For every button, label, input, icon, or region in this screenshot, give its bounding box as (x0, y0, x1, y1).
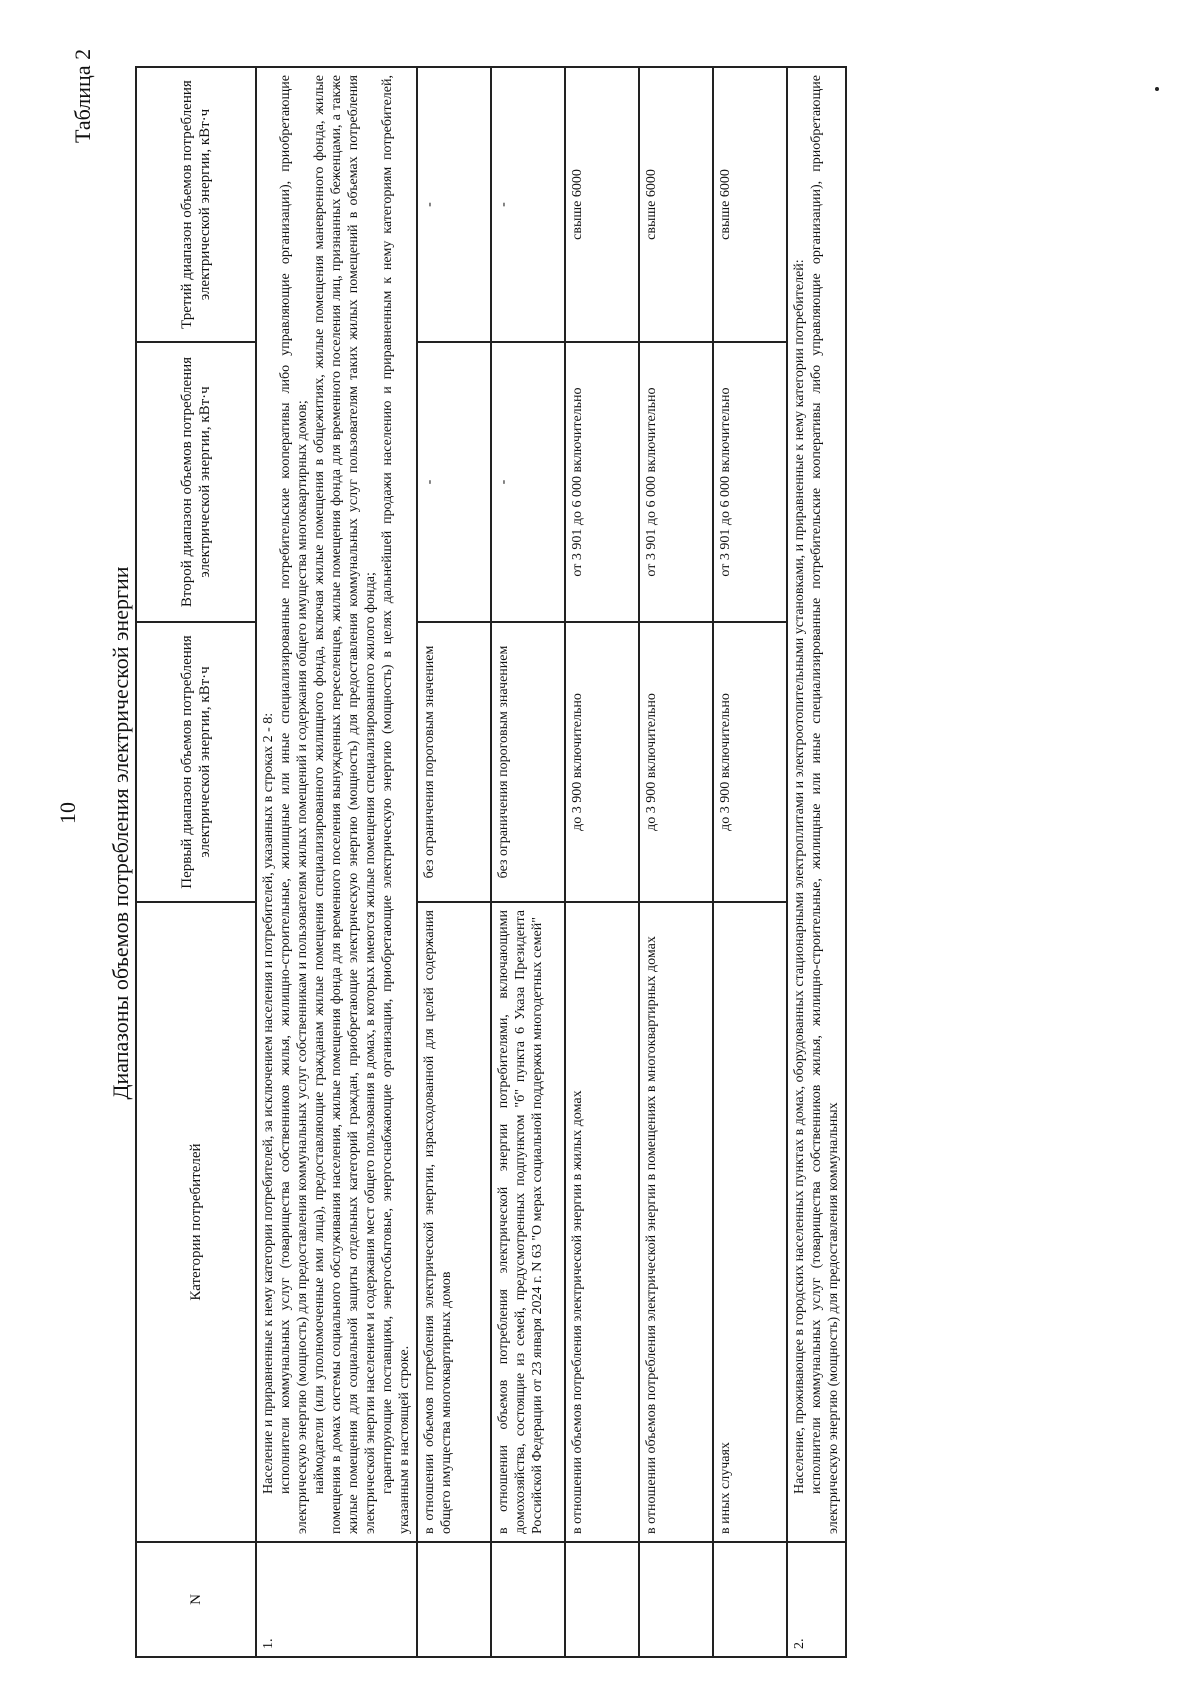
category-cell: в отношении объемов потребления электрической энергии, израсходованной для целей содержания общего имущества многоквартирных домов (417, 902, 491, 1542)
row-2-paragraph: Население, проживающее в городских населенных пунктах в домах, оборудованных стационарными электроплитами и электроотопительными установками, и приравненные к нему категории потребителей: (792, 259, 807, 1494)
first-range-cell: до 3 900 включительно (713, 622, 787, 902)
table-title: Диапазоны объемов потребления электрической энергии (108, 566, 133, 1100)
row-1-paragraph: Население и приравненные к нему категории потребителей, за исключением населения и потребителей, указанных в строках 2 - 8: (261, 712, 276, 1494)
second-range-cell: - (491, 342, 565, 622)
row-number: 1. (256, 1542, 417, 1657)
table-row (565, 67, 639, 1657)
table-label: Таблица 2 (70, 48, 95, 143)
header-category: Категории потребителей (136, 902, 256, 1542)
empty-cell (565, 1542, 639, 1657)
header-first-range: Первый диапазон объемов потребления электрической энергии, кВт·ч (136, 622, 256, 902)
row-1-paragraph: исполнители коммунальных услуг (товарищества собственников жилья, жилищно-строительные, жилищные или иные специализированные потребительские кооперативы либо управляющие организации), приобретающие электрическую энергию (мощность) для предоставления коммунальных услуг собственникам и пользователям жилых помещений и содержания общего имущества многоквартирных домов; (278, 75, 310, 1534)
category-cell: в отношении объемов потребления электрической энергии потребителями, включающими домохозяйства, состоящие из семей, предусмотренных подпунктом "б" пункта 6 Указа Президента Российской Федерации от 23 января 2024 г. N 63 "О мерах социальной поддержки многодетных семей" (491, 902, 565, 1542)
page-number: 10 (55, 802, 80, 824)
category-cell: в иных случаях (713, 902, 787, 1542)
table-row-2 (787, 67, 846, 1657)
header-second-range: Второй диапазон объемов потребления электрической энергии, кВт·ч (136, 342, 256, 622)
category-cell: в отношении объемов потребления электрической энергии в помещениях в многоквартирных домах (639, 902, 713, 1542)
table-row (713, 67, 787, 1657)
empty-cell (713, 1542, 787, 1657)
table-row (417, 67, 491, 1657)
first-range-cell: без ограничения пороговым значением (491, 622, 565, 902)
header-n: N (136, 1542, 256, 1657)
table-row (639, 67, 713, 1657)
second-range-cell: от 3 901 до 6 000 включительно (713, 342, 787, 622)
row-2-paragraph: исполнители коммунальных услуг (товарищества собственников жилья, жилищно-строительные, жилищные или иные специализированные потребительские кооперативы либо управляющие организации), приобретающие электрическую энергию (мощность) для предоставления коммунальных (809, 75, 841, 1534)
header-third-range: Третий диапазон объемов потребления электрической энергии, кВт·ч (136, 67, 256, 342)
header-row (136, 67, 256, 1657)
second-range-cell: - (417, 342, 491, 622)
row-number: 2. (787, 1542, 846, 1657)
third-range-cell: - (491, 67, 565, 342)
third-range-cell: свыше 6000 (639, 67, 713, 342)
third-range-cell: свыше 6000 (565, 67, 639, 342)
empty-cell (491, 1542, 565, 1657)
empty-cell (417, 1542, 491, 1657)
table-row (491, 67, 565, 1657)
first-range-cell: до 3 900 включительно (565, 622, 639, 902)
second-range-cell: от 3 901 до 6 000 включительно (639, 342, 713, 622)
consumption-ranges-table (135, 66, 847, 1658)
third-range-cell: свыше 6000 (713, 67, 787, 342)
first-range-cell: без ограничения пороговым значением (417, 622, 491, 902)
empty-cell (639, 1542, 713, 1657)
category-cell: в отношении объемов потребления электрической энергии в жилых домах (565, 902, 639, 1542)
scan-speck (1155, 87, 1159, 91)
first-range-cell: до 3 900 включительно (639, 622, 713, 902)
second-range-cell: от 3 901 до 6 000 включительно (565, 342, 639, 622)
row-1-paragraph: наймодатели (или уполномоченные ими лица), предоставляющие гражданам жилые помещения специализированного жилищного фонда, включая жилые помещения в общежитиях, жилые помещения маневренного фонда, жилые помещения в домах системы социального обслуживания населения, жилые помещения фонда для временного поселения вынужденных переселенцев, жилые помещения фонда для временного поселения лиц, признанных беженцами, а также жилые помещения для социальной защиты отдельных категорий граждан, приобретающие электрическую энергию (мощность) для предоставления коммунальных услуг пользователям таких жилых помещений в объемах потребления электрической энергии населением и содержания мест общего пользования в домах, в которых имеются жилые помещения специализированного жилого фонда; (312, 75, 378, 1534)
row-1-description (256, 67, 417, 1542)
table-row-1 (256, 67, 417, 1657)
row-1-paragraph: гарантирующие поставщики, энергосбытовые, энергоснабжающие организации, приобретающие электрическую энергию (мощность) в целях дальнейшей продажи населению и приравненным к нему категориям потребителей, указанным в настоящей строке. (380, 75, 412, 1534)
row-2-description (787, 67, 846, 1542)
third-range-cell: - (417, 67, 491, 342)
